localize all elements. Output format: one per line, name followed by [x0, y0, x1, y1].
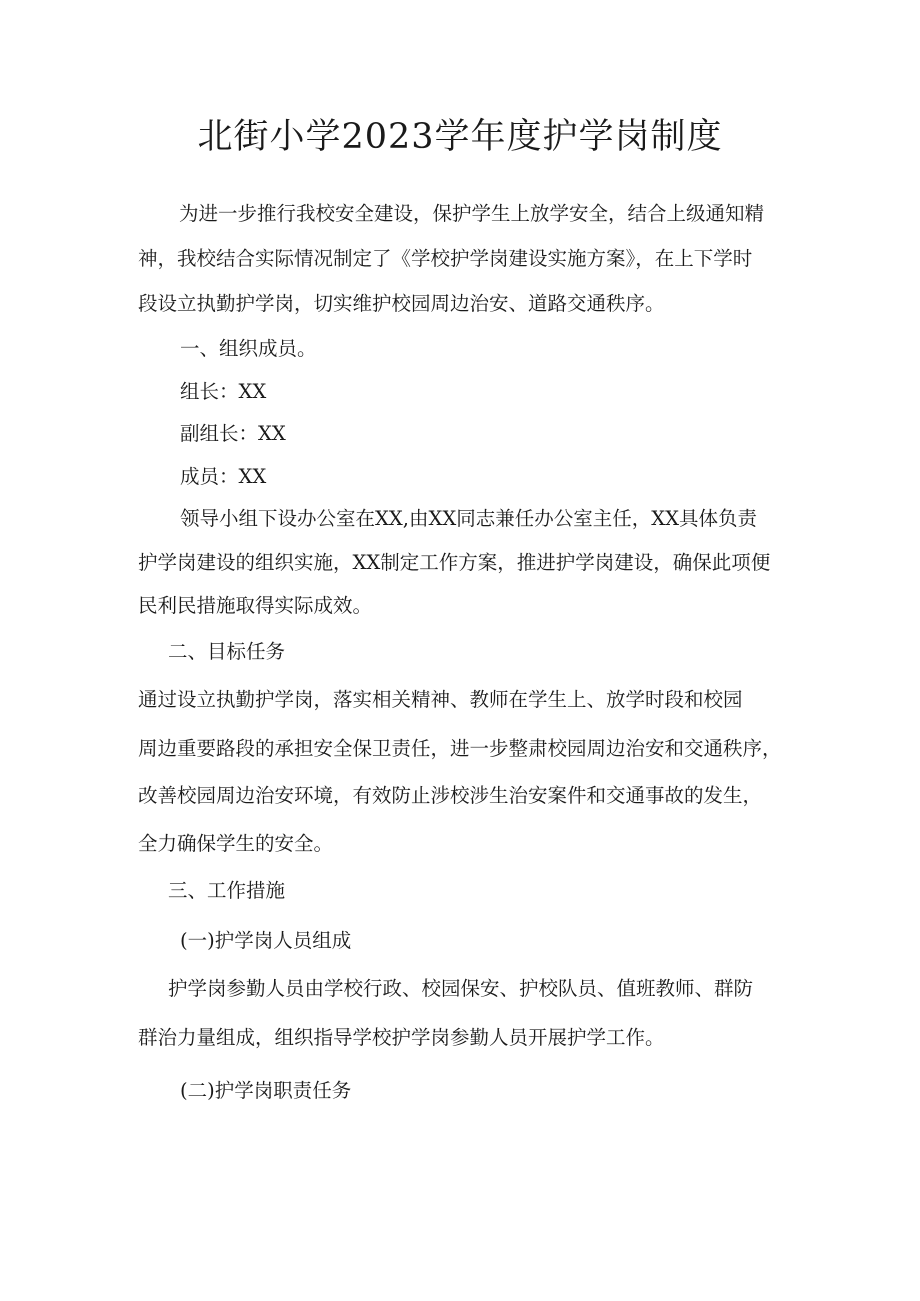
- section-heading: 二、目标任务: [168, 640, 286, 663]
- paragraph-line: 为进一步推行我校安全建设，保护学生上放学安全，结合上级通知精: [179, 202, 765, 225]
- paragraph-line: 全力确保学生的安全。: [138, 832, 334, 855]
- paragraph-line: 群治力量组成，组织指导学校护学岗参勤人员开展护学工作。: [138, 1026, 665, 1049]
- member-line: 副组长：XX: [180, 422, 286, 445]
- member-line: 成员：XX: [180, 465, 267, 488]
- paragraph-line: 护学岗参勤人员由学校行政、校园保安、护校队员、值班教师、群防: [168, 977, 754, 1000]
- member-line: 组长：XX: [180, 380, 267, 403]
- subsection-heading: (一)护学岗人员组成: [180, 929, 352, 952]
- paragraph-line: 神，我校结合实际情况制定了《学校护学岗建设实施方案》，在上下学时: [138, 247, 753, 270]
- paragraph-line: 护学岗建设的组织实施，XX制定工作方案，推进护学岗建设，确保此项便: [138, 551, 771, 574]
- paragraph-line: 段设立执勤护学岗，切实维护校园周边治安、道路交通秩序。: [138, 292, 665, 315]
- paragraph-line: 周边重要路段的承担安全保卫责任，进一步整肃校园周边治安和交通秩序，: [138, 737, 782, 760]
- paragraph-line: 改善校园周边治安环境，有效防止涉校涉生治安案件和交通事故的发生，: [138, 784, 763, 807]
- section-heading: 一、组织成员。: [180, 337, 317, 360]
- paragraph-line: 通过设立执勤护学岗，落实相关精神、教师在学生上、放学时段和校园: [138, 688, 743, 711]
- subsection-heading: (二)护学岗职责任务: [180, 1079, 352, 1102]
- paragraph-line: 领导小组下设办公室在XX,由XX同志兼任办公室主任，XX具体负责: [180, 507, 757, 530]
- section-heading: 三、工作措施: [168, 879, 286, 902]
- document-title: 北街小学2023学年度护学岗制度: [197, 117, 723, 157]
- paragraph-line: 民利民措施取得实际成效。: [138, 594, 373, 617]
